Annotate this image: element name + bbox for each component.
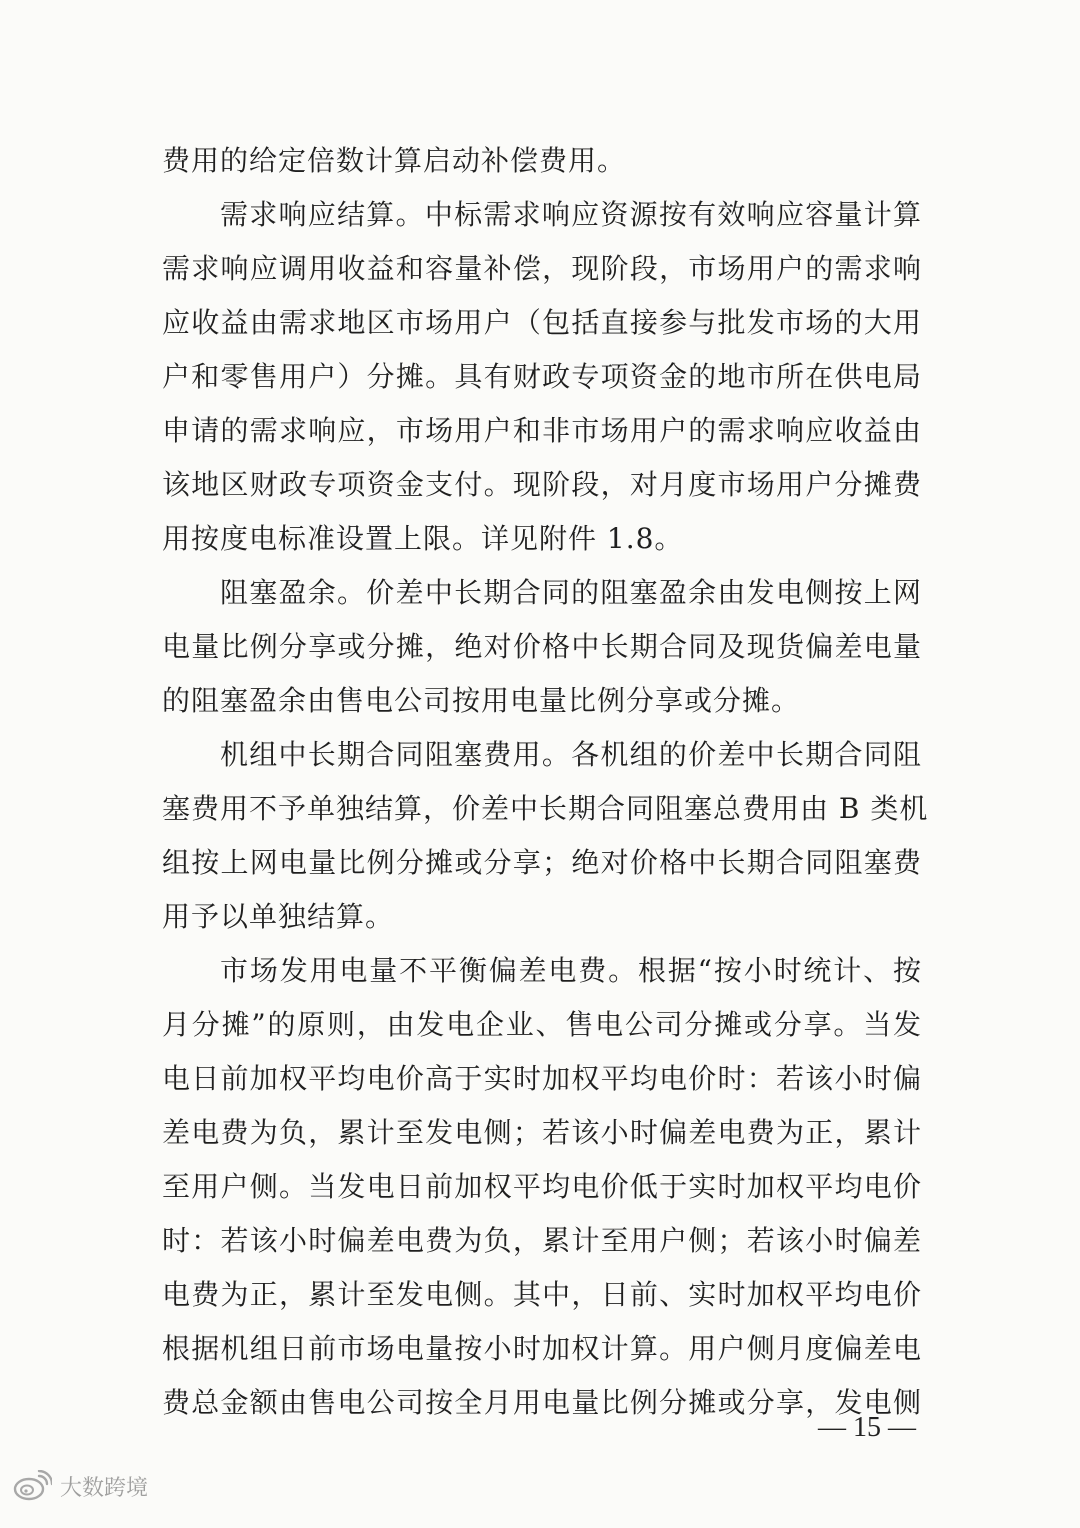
text-line: 费总金额由售电公司按全月用电量比例分摊或分享，发电侧 — [162, 1386, 922, 1419]
text-line: 组按上网电量比例分摊或分享；绝对价格中长期合同阻塞费 — [162, 846, 922, 879]
text-line: 户和零售用户）分摊。具有财政专项资金的地市所在供电局 — [162, 360, 922, 393]
text-line: 用予以单独结算。 — [162, 900, 395, 933]
weibo-logo-icon — [12, 1470, 52, 1502]
text-line: 阻塞盈余。价差中长期合同的阻塞盈余由发电侧按上网 — [220, 576, 922, 609]
text-line: 月分摊”的原则，由发电企业、售电公司分摊或分享。当发 — [162, 1008, 922, 1041]
text-line: 时：若该小时偏差电费为负，累计至用户侧；若该小时偏差 — [162, 1224, 922, 1257]
page-number: — 15 — — [818, 1412, 916, 1443]
text-line: 用按度电标准设置上限。详见附件 1.8。 — [162, 522, 684, 555]
text-line: 电费为正，累计至发电侧。其中，日前、实时加权平均电价 — [162, 1278, 922, 1311]
text-line: 市场发用电量不平衡偏差电费。根据“按小时统计、按 — [220, 954, 922, 987]
text-line: 申请的需求响应，市场用户和非市场用户的需求响应收益由 — [162, 414, 922, 447]
text-line: 差电费为负，累计至发电侧；若该小时偏差电费为正，累计 — [162, 1116, 922, 1149]
text-line: 费用的给定倍数计算启动补偿费用。 — [162, 144, 627, 177]
body-text — [162, 134, 929, 1430]
text-line: 该地区财政专项资金支付。现阶段，对月度市场用户分摊费 — [162, 468, 922, 501]
text-line: 电量比例分享或分摊，绝对价格中长期合同及现货偏差电量 — [162, 630, 922, 663]
text-line: 需求响应调用收益和容量补偿，现阶段，市场用户的需求响 — [162, 252, 922, 285]
text-line: 机组中长期合同阻塞费用。各机组的价差中长期合同阻 — [220, 738, 922, 771]
watermark-text: 大数跨境 — [60, 1475, 149, 1501]
text-line: 应收益由需求地区市场用户（包括直接参与批发市场的大用 — [162, 306, 922, 339]
text-line: 的阻塞盈余由售电公司按用电量比例分享或分摊。 — [162, 684, 801, 717]
text-line: 塞费用不予单独结算，价差中长期合同阻塞总费用由 B 类机 — [162, 792, 929, 825]
text-line: 需求响应结算。中标需求响应资源按有效响应容量计算 — [220, 198, 922, 231]
text-line: 根据机组日前市场电量按小时加权计算。用户侧月度偏差电 — [162, 1332, 922, 1365]
text-line: 至用户侧。当发电日前加权平均电价低于实时加权平均电价 — [162, 1170, 922, 1203]
watermark — [12, 1466, 148, 1506]
text-line: 电日前加权平均电价高于实时加权平均电价时：若该小时偏 — [162, 1062, 922, 1095]
